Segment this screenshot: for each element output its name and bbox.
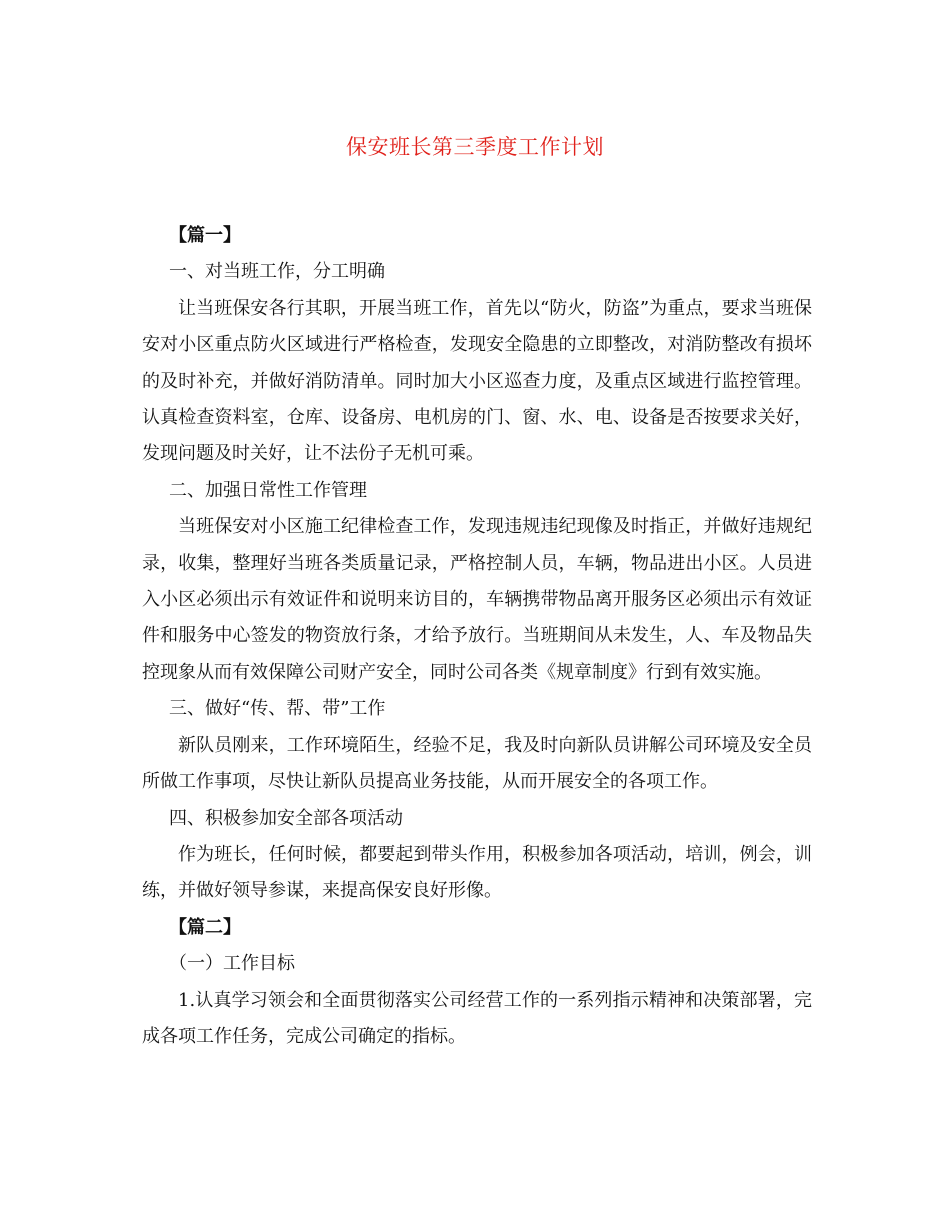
paragraph-5: 1.认真学习领会和全面贯彻落实公司经营工作的一系列指示精神和决策部署，完成各项工作任务，完成公司确定的指标。: [142, 989, 812, 1047]
heading-4: 四、积极参加安全部各项活动: [169, 807, 403, 829]
heading-3: 三、做好“传、帮、带”工作: [169, 698, 386, 720]
paragraph-4: 作为班长，任何时候，都要起到带头作用，积极参加各项活动，培训，例会，训练，并做好领导参谋，来提高保安良好形像。: [142, 843, 812, 902]
section-marker-1: 【篇一】: [169, 225, 241, 246]
heading-2: 二、加强日常性工作管理: [169, 479, 367, 501]
paragraph-1: 让当班保安各行其职，开展当班工作，首先以“防火，防盗”为重点，要求当班保安对小区重点防火区域进行严格检查，发现安全隐患的立即整改，对消防整改有损坏的及时补充，并做好消防清单。同时加大小区巡查力度，及重点区域进行监控管理。认真检查资料室，仓库、设备房、电机房的门、窗、水、电、设备是否按要求关好，发现问题及时关好，让不法份子无机可乘。: [142, 297, 812, 465]
paragraph-2: 当班保安对小区施工纪律检查工作，发现违规违纪现像及时指正，并做好违规纪录，收集，整理好当班各类质量记录，严格控制人员，车辆，物品进出小区。人员进入小区必须出示有效证件和说明来访目的，车辆携带物品离开服务区必须出示有效证件和服务中心签发的物资放行条，才给予放行。当班期间从未发生，人、车及物品失控现象从而有效保障公司财产安全，同时公司各类《规章制度》行到有效实施。: [142, 516, 812, 683]
heading-1: 一、对当班工作，分工明确: [169, 261, 385, 283]
document-title: 保安班长第三季度工作计划: [346, 135, 604, 159]
document-body: [142, 218, 812, 1055]
heading-5: （一）工作目标: [169, 953, 295, 975]
paragraph-3: 新队员刚来，工作环境陌生，经验不足，我及时向新队员讲解公司环境及安全员所做工作事项，尽快让新队员提高业务技能，从而开展安全的各项工作。: [142, 734, 812, 793]
section-marker-2: 【篇二】: [169, 916, 241, 938]
